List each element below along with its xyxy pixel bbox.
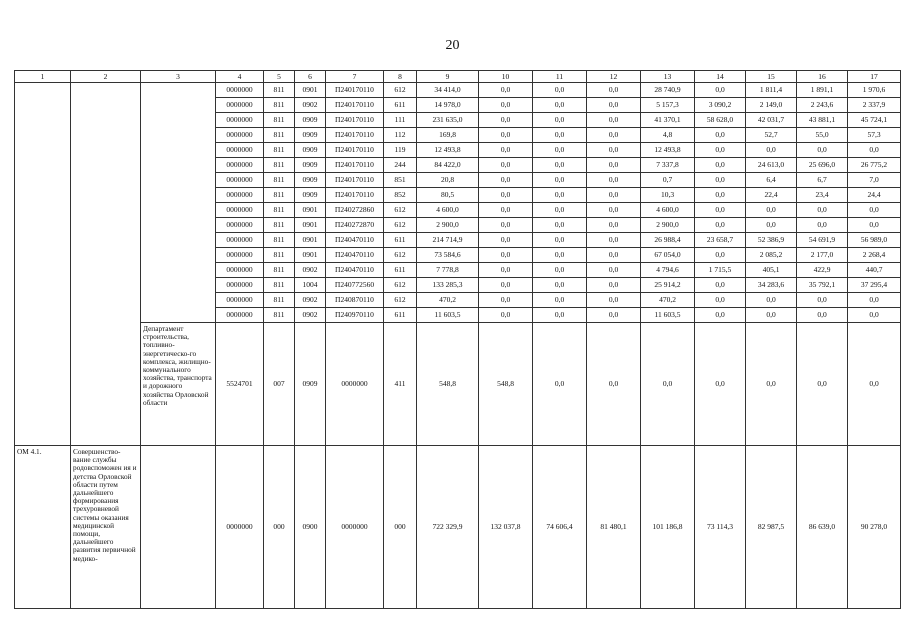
table-cell: 0,0 <box>848 203 901 218</box>
table-cell: 2 900,0 <box>641 218 695 233</box>
table-cell: 58 628,0 <box>695 113 746 128</box>
table-cell: 0000000 <box>216 308 264 323</box>
table-cell: 0,0 <box>797 308 848 323</box>
table-cell: 0,0 <box>848 143 901 158</box>
table-cell: 0,0 <box>479 173 533 188</box>
column-number: 11 <box>533 71 587 83</box>
table-cell: 811 <box>264 263 295 278</box>
department-name: Департамент строительства, топливно-энергетическо-го комплекса, жилищно-коммунального хозяйства, транспорта и дорожного хозяйства Орловской области <box>141 323 216 446</box>
table-cell: 0,0 <box>479 263 533 278</box>
table-cell: 0909 <box>295 188 326 203</box>
table-cell: 811 <box>264 128 295 143</box>
table-cell: 6,7 <box>797 173 848 188</box>
column-number: 1 <box>15 71 71 83</box>
table-cell: 0,0 <box>587 233 641 248</box>
table-cell: 0,0 <box>587 248 641 263</box>
table-cell: 0,0 <box>533 158 587 173</box>
column-number: 4 <box>216 71 264 83</box>
table-cell: 0901 <box>295 233 326 248</box>
table-cell: 1 715,5 <box>695 263 746 278</box>
table-cell: 0,0 <box>587 218 641 233</box>
table-cell: 0,0 <box>587 278 641 293</box>
table-cell: 23 658,7 <box>695 233 746 248</box>
table-cell: 0,0 <box>746 293 797 308</box>
table-cell: 811 <box>264 308 295 323</box>
table-cell: 67 054,0 <box>641 248 695 263</box>
table-cell: 0000000 <box>326 446 384 609</box>
measure-row <box>15 446 901 609</box>
table-cell: 0902 <box>295 263 326 278</box>
table-cell: 0,0 <box>479 203 533 218</box>
table-cell: 55,0 <box>797 128 848 143</box>
table-cell: П240170110 <box>326 143 384 158</box>
table-cell: 0,0 <box>479 188 533 203</box>
table-cell: 0,0 <box>746 218 797 233</box>
table-cell: 0,0 <box>479 128 533 143</box>
table-cell: 42 031,7 <box>746 113 797 128</box>
table-cell: 0,0 <box>479 98 533 113</box>
table-cell: 0,0 <box>479 158 533 173</box>
table-cell: 35 792,1 <box>797 278 848 293</box>
table-cell: 1004 <box>295 278 326 293</box>
table-cell: 0000000 <box>216 158 264 173</box>
table-cell: 82 987,5 <box>746 446 797 609</box>
table-cell: 0,0 <box>848 218 901 233</box>
column-number: 6 <box>295 71 326 83</box>
table-cell: 811 <box>264 218 295 233</box>
table-cell: 0,0 <box>587 263 641 278</box>
table-cell: 0,0 <box>533 248 587 263</box>
table-cell: 52 386,9 <box>746 233 797 248</box>
table-cell: 0,0 <box>848 308 901 323</box>
table-cell: 0,0 <box>533 308 587 323</box>
measure-code: ОМ 4.1. <box>15 446 71 609</box>
table-cell: 0,0 <box>479 143 533 158</box>
table-cell: 119 <box>384 143 417 158</box>
table-cell: 0,0 <box>695 143 746 158</box>
column-number: 16 <box>797 71 848 83</box>
table-cell: 1 811,4 <box>746 83 797 98</box>
table-cell: 0,0 <box>797 293 848 308</box>
table-cell: 0902 <box>295 293 326 308</box>
table-cell: 86 639,0 <box>797 446 848 609</box>
table-cell: П240470110 <box>326 248 384 263</box>
table-cell: 811 <box>264 203 295 218</box>
table-cell: 4 600,0 <box>417 203 479 218</box>
table-cell: 548,8 <box>417 323 479 446</box>
table-cell: 000 <box>384 446 417 609</box>
table-cell: 0,0 <box>533 293 587 308</box>
table-cell: 12 493,8 <box>641 143 695 158</box>
table-cell: 612 <box>384 293 417 308</box>
column-number-row <box>15 71 901 83</box>
table-cell: 84 422,0 <box>417 158 479 173</box>
table-cell: 0,0 <box>587 308 641 323</box>
table-cell: 0000000 <box>216 143 264 158</box>
table-cell: 0,0 <box>479 113 533 128</box>
table-cell: 0,0 <box>533 83 587 98</box>
table-cell: 0,0 <box>797 203 848 218</box>
table-cell: 0901 <box>295 83 326 98</box>
table-cell: 43 881,1 <box>797 113 848 128</box>
table-cell: 0,0 <box>533 98 587 113</box>
table-cell: 52,7 <box>746 128 797 143</box>
table-cell: П240170110 <box>326 128 384 143</box>
column-number: 5 <box>264 71 295 83</box>
table-cell: 0,0 <box>746 308 797 323</box>
table-cell: 0,0 <box>746 323 797 446</box>
table-cell: 612 <box>384 278 417 293</box>
table-cell: 0,0 <box>479 248 533 263</box>
table-cell: 2 085,2 <box>746 248 797 263</box>
table-cell: 0,0 <box>695 83 746 98</box>
table-cell: 611 <box>384 263 417 278</box>
table-cell: 0,0 <box>587 188 641 203</box>
table-cell: 133 285,3 <box>417 278 479 293</box>
column-number: 15 <box>746 71 797 83</box>
table-cell: П240170110 <box>326 188 384 203</box>
table-cell: 2 243,6 <box>797 98 848 113</box>
table-cell: 2 337,9 <box>848 98 901 113</box>
table-cell: 852 <box>384 188 417 203</box>
table-cell: 0000000 <box>216 263 264 278</box>
column-number: 10 <box>479 71 533 83</box>
table-cell: 0000000 <box>216 113 264 128</box>
table-cell: 7 337,8 <box>641 158 695 173</box>
table-cell: 57,3 <box>848 128 901 143</box>
table-cell: 0000000 <box>216 248 264 263</box>
table-cell: 0,7 <box>641 173 695 188</box>
table-cell: 0000000 <box>216 98 264 113</box>
table-cell: 0,0 <box>533 188 587 203</box>
table-cell: 0000000 <box>216 203 264 218</box>
table-cell: 2 268,4 <box>848 248 901 263</box>
table-cell: 26 988,4 <box>641 233 695 248</box>
column-number: 12 <box>587 71 641 83</box>
cell-empty-col3 <box>141 83 216 323</box>
column-number: 3 <box>141 71 216 83</box>
table-cell: 2 177,0 <box>797 248 848 263</box>
table-cell: 811 <box>264 173 295 188</box>
table-cell: 73 584,6 <box>417 248 479 263</box>
table-cell: 0,0 <box>797 218 848 233</box>
table-cell: 612 <box>384 83 417 98</box>
table-cell: 0,0 <box>587 293 641 308</box>
table-cell: 0000000 <box>216 173 264 188</box>
table-cell: 111 <box>384 113 417 128</box>
table-cell: 2 900,0 <box>417 218 479 233</box>
table-cell: 722 329,9 <box>417 446 479 609</box>
table-cell: 56 989,0 <box>848 233 901 248</box>
table-cell: 0900 <box>295 446 326 609</box>
table-cell: 0,0 <box>479 233 533 248</box>
table-cell: 0902 <box>295 308 326 323</box>
table-cell: 34 283,6 <box>746 278 797 293</box>
table-cell: 0,0 <box>641 323 695 446</box>
column-number: 14 <box>695 71 746 83</box>
table-cell: 73 114,3 <box>695 446 746 609</box>
table-cell: 0,0 <box>848 323 901 446</box>
table-cell: 7,0 <box>848 173 901 188</box>
table-cell: 0909 <box>295 173 326 188</box>
table-cell: 90 278,0 <box>848 446 901 609</box>
table-cell: 11 603,5 <box>417 308 479 323</box>
table-cell: П240170110 <box>326 83 384 98</box>
table-cell: 10,3 <box>641 188 695 203</box>
table-cell: 611 <box>384 308 417 323</box>
table-cell: 0,0 <box>533 233 587 248</box>
table-cell: 231 635,0 <box>417 113 479 128</box>
table-cell: 25 696,0 <box>797 158 848 173</box>
table-cell: П240272860 <box>326 203 384 218</box>
table-cell: 23,4 <box>797 188 848 203</box>
table-cell: 25 914,2 <box>641 278 695 293</box>
table-cell: 811 <box>264 233 295 248</box>
table-cell: 611 <box>384 233 417 248</box>
table-cell: 74 606,4 <box>533 446 587 609</box>
column-number: 7 <box>326 71 384 83</box>
table-cell: 851 <box>384 173 417 188</box>
table-cell: 0,0 <box>695 128 746 143</box>
table-cell: 000 <box>264 446 295 609</box>
table-cell: 0,0 <box>533 113 587 128</box>
table-cell: 20,8 <box>417 173 479 188</box>
table-cell: 0,0 <box>479 293 533 308</box>
table-cell: 11 603,5 <box>641 308 695 323</box>
table-cell: 0,0 <box>587 83 641 98</box>
table-cell: 0,0 <box>695 293 746 308</box>
table-cell: 0,0 <box>533 218 587 233</box>
table-cell: 811 <box>264 158 295 173</box>
table-cell: П240170110 <box>326 98 384 113</box>
table-cell: 0,0 <box>479 308 533 323</box>
page-number: 20 <box>445 38 460 53</box>
table-cell: 0000000 <box>216 83 264 98</box>
table-cell: 0,0 <box>479 83 533 98</box>
table-cell: 0,0 <box>797 143 848 158</box>
table-cell: 470,2 <box>641 293 695 308</box>
table-cell: 0000000 <box>216 233 264 248</box>
table-cell: 0902 <box>295 98 326 113</box>
table-cell: 26 775,2 <box>848 158 901 173</box>
table-cell: 4 600,0 <box>641 203 695 218</box>
budget-table <box>14 70 901 609</box>
table-cell: 405,1 <box>746 263 797 278</box>
table-cell: 0,0 <box>848 293 901 308</box>
table-cell: 80,5 <box>417 188 479 203</box>
table-cell: 3 090,2 <box>695 98 746 113</box>
cell-empty-col3 <box>141 446 216 609</box>
table-cell: 0000000 <box>216 446 264 609</box>
table-cell: 0909 <box>295 323 326 446</box>
table-cell: 0,0 <box>533 263 587 278</box>
measure-name: Совершенство-вание службы родовспоможен ия и детства Орловской области путем дальнейшего формирования трехуровневой системы оказания медицинской помощи, дальнейшего развития первичной медико- <box>71 446 141 609</box>
table-cell: 0,0 <box>587 158 641 173</box>
table-cell: 0,0 <box>587 203 641 218</box>
table-cell: 811 <box>264 98 295 113</box>
table-cell: 132 037,8 <box>479 446 533 609</box>
table-cell: 41 370,1 <box>641 113 695 128</box>
table-cell: 612 <box>384 248 417 263</box>
table-cell: 0,0 <box>533 323 587 446</box>
table-cell: 811 <box>264 188 295 203</box>
table-cell: 0,0 <box>533 278 587 293</box>
table-cell: 45 724,1 <box>848 113 901 128</box>
table-cell: 0,0 <box>695 323 746 446</box>
table-cell: 0,0 <box>587 98 641 113</box>
table-cell: 54 691,9 <box>797 233 848 248</box>
cell-empty-col2 <box>71 83 141 446</box>
table-cell: 0,0 <box>533 173 587 188</box>
table-cell: 0,0 <box>746 203 797 218</box>
table-cell: 1 891,1 <box>797 83 848 98</box>
table-cell: 007 <box>264 323 295 446</box>
table-cell: 0901 <box>295 203 326 218</box>
table-cell: 101 186,8 <box>641 446 695 609</box>
table-cell: 0000000 <box>216 188 264 203</box>
table-cell: 0000000 <box>326 323 384 446</box>
table-cell: 37 295,4 <box>848 278 901 293</box>
table-cell: 2 149,0 <box>746 98 797 113</box>
table-cell: 611 <box>384 98 417 113</box>
table-cell: 24 613,0 <box>746 158 797 173</box>
table-cell: 0000000 <box>216 128 264 143</box>
table-cell: 4,8 <box>641 128 695 143</box>
table-cell: 0909 <box>295 128 326 143</box>
table-cell: 0,0 <box>479 278 533 293</box>
column-number: 13 <box>641 71 695 83</box>
table-cell: 612 <box>384 203 417 218</box>
table-cell: 34 414,0 <box>417 83 479 98</box>
table-cell: 0,0 <box>587 143 641 158</box>
table-cell: 0909 <box>295 158 326 173</box>
column-number: 17 <box>848 71 901 83</box>
table-cell: 0,0 <box>695 188 746 203</box>
table-cell: 0,0 <box>695 158 746 173</box>
table-cell: 24,4 <box>848 188 901 203</box>
table-cell: 0000000 <box>216 218 264 233</box>
table-cell: 0909 <box>295 143 326 158</box>
table-cell: 0000000 <box>216 278 264 293</box>
table-cell: 811 <box>264 248 295 263</box>
table-cell: 4 794,6 <box>641 263 695 278</box>
table-cell: 0,0 <box>587 323 641 446</box>
table-cell: 12 493,8 <box>417 143 479 158</box>
table-cell: 811 <box>264 113 295 128</box>
table-cell: 811 <box>264 278 295 293</box>
table-cell: 14 978,0 <box>417 98 479 113</box>
table-cell: П240272870 <box>326 218 384 233</box>
table-cell: 28 740,9 <box>641 83 695 98</box>
table-cell: 0,0 <box>533 203 587 218</box>
table-cell: 0,0 <box>797 323 848 446</box>
table-cell: 811 <box>264 83 295 98</box>
table-cell: 0,0 <box>587 113 641 128</box>
column-number: 9 <box>417 71 479 83</box>
table-cell: 422,9 <box>797 263 848 278</box>
table-cell: 0,0 <box>695 203 746 218</box>
table-cell: 0,0 <box>533 128 587 143</box>
table-cell: 0901 <box>295 218 326 233</box>
table-cell: 0,0 <box>587 128 641 143</box>
table-cell: 0,0 <box>695 173 746 188</box>
table-cell: 0,0 <box>746 143 797 158</box>
table-cell: П240170110 <box>326 113 384 128</box>
table-row <box>15 83 901 98</box>
table-cell: 548,8 <box>479 323 533 446</box>
table-cell: 470,2 <box>417 293 479 308</box>
department-row <box>15 323 901 446</box>
table-cell: П240870110 <box>326 293 384 308</box>
cell-empty-col1 <box>15 83 71 446</box>
table-cell: 169,8 <box>417 128 479 143</box>
table-cell: 811 <box>264 293 295 308</box>
table-cell: 0,0 <box>479 218 533 233</box>
table-cell: 214 714,9 <box>417 233 479 248</box>
table-cell: 81 480,1 <box>587 446 641 609</box>
table-cell: 0,0 <box>695 308 746 323</box>
table-cell: 0,0 <box>533 143 587 158</box>
table-cell: 411 <box>384 323 417 446</box>
table-cell: П240970110 <box>326 308 384 323</box>
table-cell: 0,0 <box>695 218 746 233</box>
table-cell: 5 157,3 <box>641 98 695 113</box>
table-cell: 811 <box>264 143 295 158</box>
table-cell: 244 <box>384 158 417 173</box>
table-cell: П240470110 <box>326 263 384 278</box>
table-cell: 0901 <box>295 248 326 263</box>
table-cell: 440,7 <box>848 263 901 278</box>
table-cell: 0,0 <box>695 278 746 293</box>
table-cell: 6,4 <box>746 173 797 188</box>
table-cell: 1 970,6 <box>848 83 901 98</box>
table-cell: 0000000 <box>216 293 264 308</box>
table-cell: 112 <box>384 128 417 143</box>
column-number: 8 <box>384 71 417 83</box>
table-cell: 0,0 <box>587 173 641 188</box>
table-cell: П240772560 <box>326 278 384 293</box>
table-cell: 0909 <box>295 113 326 128</box>
table-cell: 0,0 <box>695 248 746 263</box>
column-number: 2 <box>71 71 141 83</box>
table-cell: П240170110 <box>326 173 384 188</box>
table-cell: 22,4 <box>746 188 797 203</box>
table-cell: П240170110 <box>326 158 384 173</box>
table-cell: 612 <box>384 218 417 233</box>
table-cell: 7 778,8 <box>417 263 479 278</box>
table-cell: 5524701 <box>216 323 264 446</box>
table-cell: П240470110 <box>326 233 384 248</box>
